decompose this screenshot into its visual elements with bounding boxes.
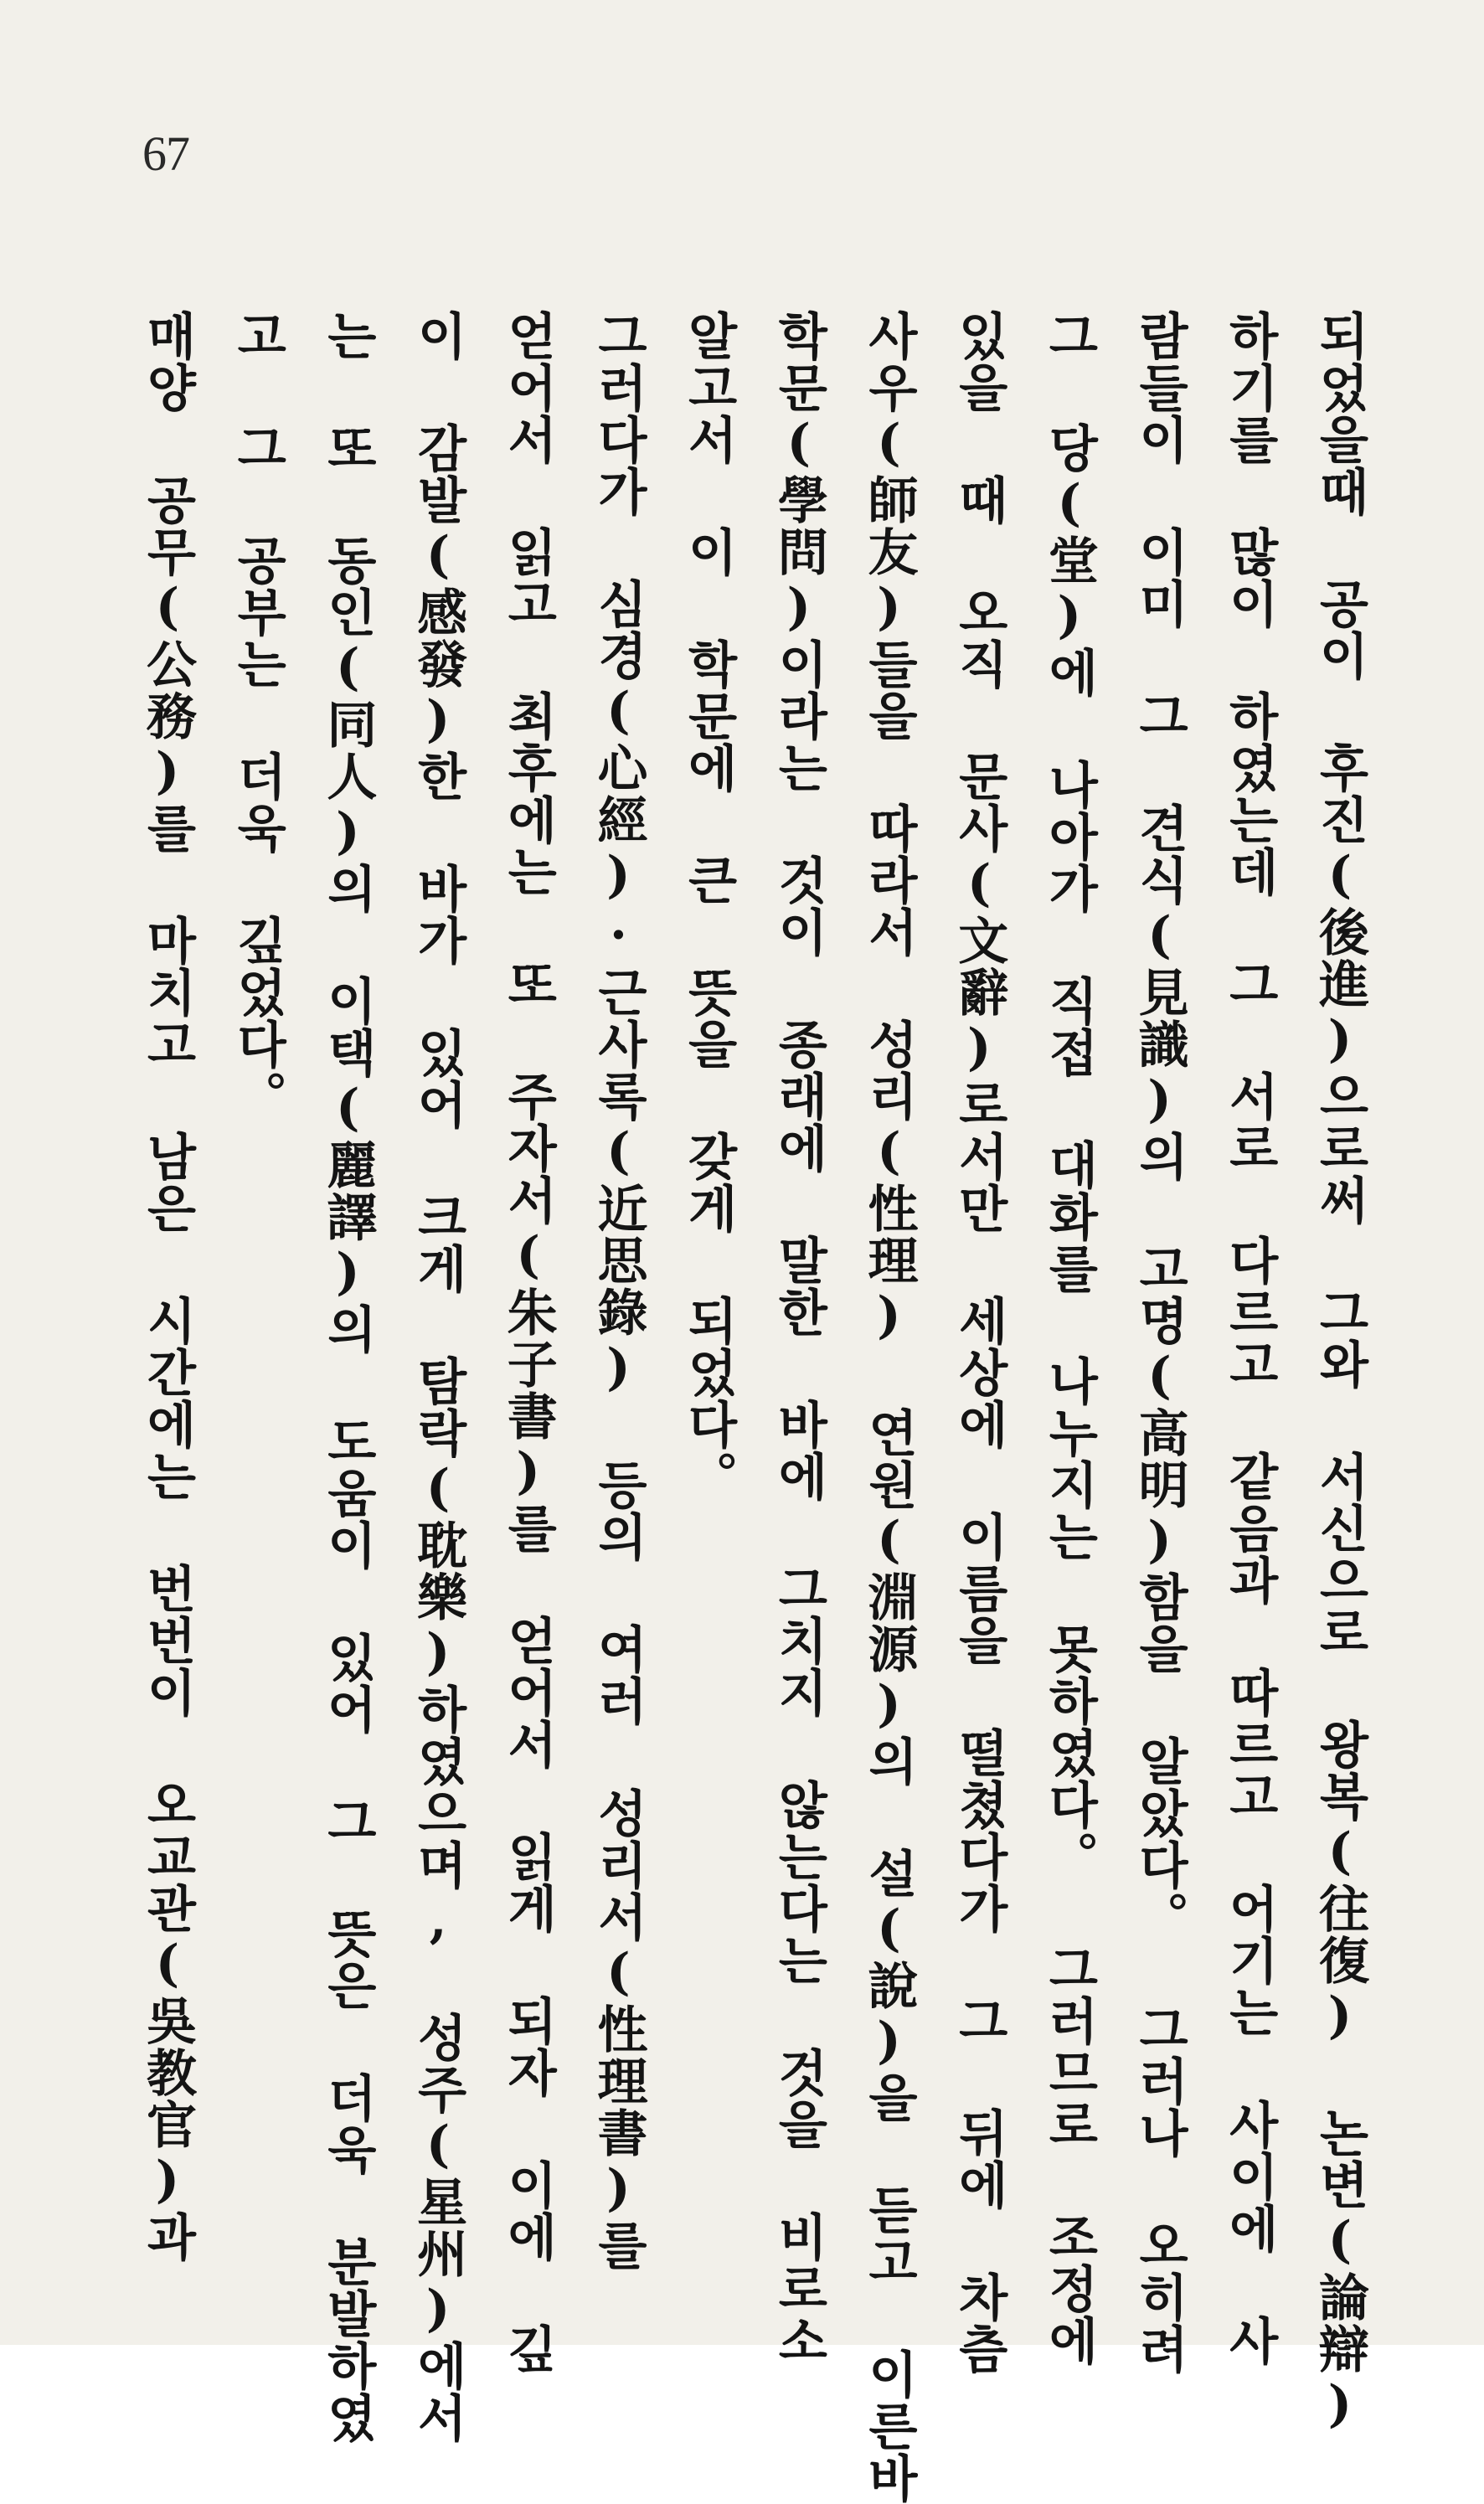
text-column: 매양 공무(公務)를 마치고 남은 시간에는 번번이 오교관(吳教官)과 (138, 310, 197, 2263)
text-column: 하기를 많이 하였는데 그 서로 다르고 같음과 따르고 어기는 사이에 사 (1220, 310, 1280, 2367)
text-column: 그 당(堂)에 나아가 직접 대화를 나누지는 못하였다。 그러므로 조정에 (1039, 310, 1099, 2367)
text-column: 는 또 동인(同人)의 이택(麗譯)의 도움이 있어 그 뜻은 더욱 분발하였 (318, 310, 378, 2444)
text-column: 있을 때 오직 문사(文辭)로서만 세상에 이름을 떨쳤다가 그 뒤에 차츰 (950, 310, 1009, 2375)
vertical-text-block (138, 310, 1369, 2504)
text-column: 고 그 공부는 더욱 깊었다。 (228, 310, 287, 1122)
text-column: 이 감발(感發)한 바가 있어 크게 탐락(耽樂)하였으며, 성주(星州)에서 (409, 310, 468, 2444)
page-number: 67 (142, 126, 189, 181)
text-column: 사우(師友)들을 따라서 성리(性理) 연원(淵源)의 설(說)을 듣고 이른바 (859, 310, 919, 2504)
text-column: 알고서 이 학문에 큰 뜻을 갖게 되었다。 (679, 310, 739, 1502)
text-column: 그러다가 심경(心經)·근사록(近思錄) 등의 여러 성리서(性理書)를 (589, 310, 648, 2271)
text-column: 람들이 이미 그 견식(見識)의 고명(高明)함을 알았다。 그러나 오히려 (1130, 310, 1189, 2375)
text-column: 학문(學問)이라는 것이 종래에 말한 바에 그치지 않는다는 것을 비로소 (769, 310, 828, 2367)
text-column: 되었을때 공이 후진(後進)으로써 그와 서신으로 왕복(往復) 논변(論辯) (1310, 310, 1369, 2435)
text-column: 얻어서 읽고 최후에는 또 주자서(朱子書)를 얻어서 읽게 되자 이에 깊 (498, 310, 558, 2375)
